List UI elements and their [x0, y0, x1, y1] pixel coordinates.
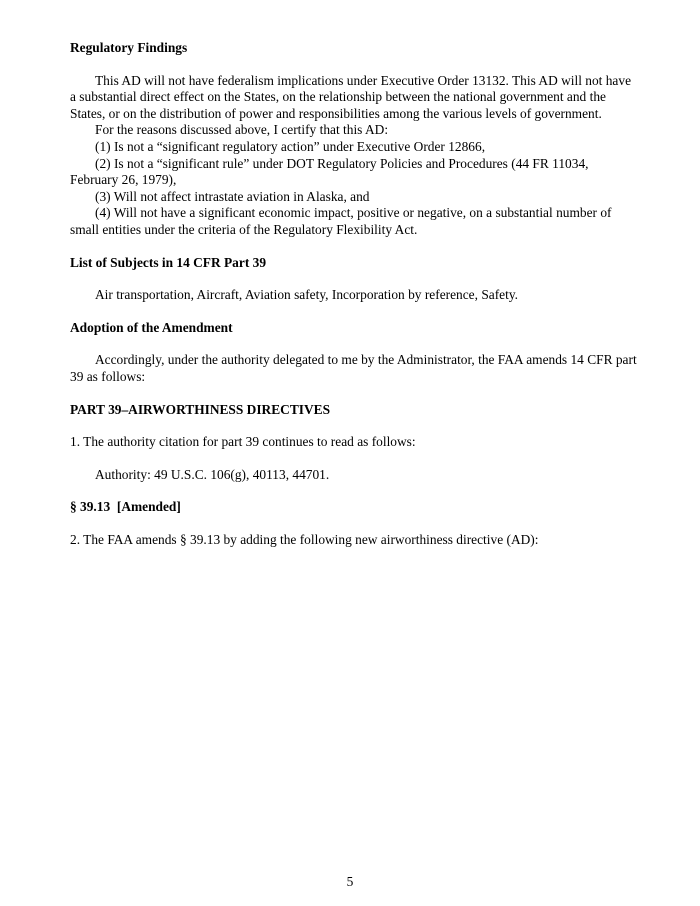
- certify-item-1: (1) Is not a “significant regulatory action” under Executive Order 12866,: [95, 138, 486, 154]
- spacer: [70, 57, 640, 73]
- authority-text: Authority: 49 U.S.C. 106(g), 40113, 44701.: [95, 466, 330, 482]
- spacer: [70, 336, 640, 352]
- certify-item-3: (3) Will not affect intrastate aviation in Alaska, and: [95, 188, 370, 204]
- spacer: [70, 483, 640, 499]
- authority-citation-step: 1. The authority citation for part 39 continues to read as follows:: [70, 434, 416, 450]
- spacer: [70, 516, 640, 532]
- certify-item-2: (2) Is not a “significant rule” under DOT Regulatory Policies and Procedures (44 FR 11034, February 26, 1979),: [70, 155, 589, 188]
- list-of-subjects-text: Air transportation, Aircraft, Aviation safety, Incorporation by reference, Safety.: [95, 287, 519, 303]
- spacer: [70, 418, 640, 434]
- document-page: [70, 40, 640, 548]
- certify-paragraph: For the reasons discussed above, I certify that this AD:: [95, 122, 389, 138]
- regulatory-findings-heading: Regulatory Findings: [70, 40, 188, 55]
- spacer: [70, 239, 640, 255]
- page-number: 5: [346, 874, 354, 889]
- spacer: [70, 386, 640, 402]
- certify-item-4: (4) Will not have a significant economic impact, positive or negative, on a substantial number of small entities under the criteria of the Regulatory Flexibility Act.: [70, 205, 612, 237]
- amend-step: 2. The FAA amends § 39.13 by adding the following new airworthiness directive (AD):: [70, 531, 539, 547]
- section-3913-heading: § 39.13 [Amended]: [70, 499, 181, 515]
- spacer: [70, 304, 640, 320]
- spacer: [70, 271, 640, 287]
- spacer: [70, 451, 640, 467]
- list-of-subjects-heading: List of Subjects in 14 CFR Part 39: [70, 254, 267, 270]
- federalism-paragraph: This AD will not have federalism implications under Executive Order 13132. This AD will not have a substantial direct effect on the States, on the relationship between the national government and the States, or on the distribution of power and responsibilities among the various levels of government.: [70, 72, 632, 121]
- adoption-text: Accordingly, under the authority delegated to me by the Administrator, the FAA amends 14 CFR part 39 as follows:: [70, 352, 637, 384]
- adoption-heading: Adoption of the Amendment: [70, 319, 233, 335]
- part39-heading: PART 39–AIRWORTHINESS DIRECTIVES: [70, 401, 331, 417]
